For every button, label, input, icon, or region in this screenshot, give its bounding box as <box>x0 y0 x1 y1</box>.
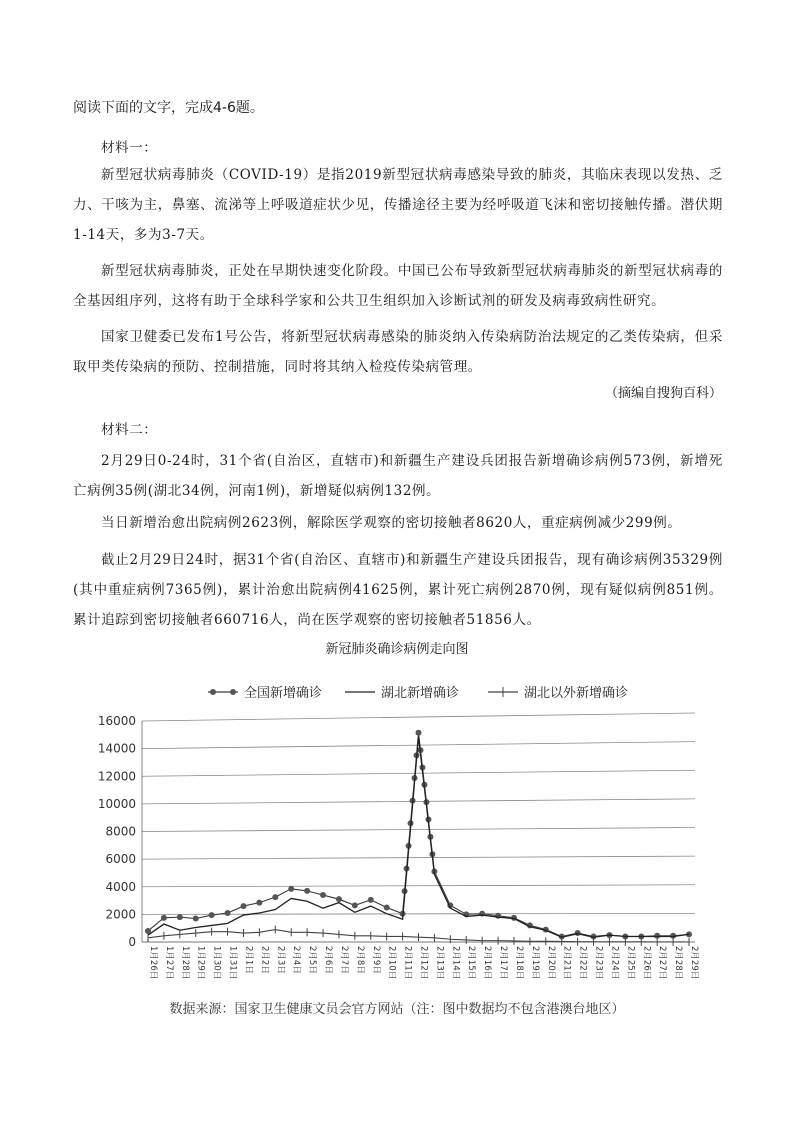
x-tick-label: 2月22日 <box>577 946 588 980</box>
x-tick-label: 1月26日 <box>148 946 158 980</box>
series-line-2 <box>148 737 689 937</box>
x-tick-label: 2月6日 <box>323 946 334 974</box>
legend-label: 湖北新增确诊 <box>381 686 460 701</box>
data-point <box>654 933 660 939</box>
data-point <box>256 900 262 906</box>
gridline <box>142 799 695 804</box>
x-tick-label: 2月29日 <box>689 946 699 980</box>
x-tick-label: 1月29日 <box>195 946 206 980</box>
gridline <box>142 828 695 832</box>
material2-para3: 截止2月29日24时，据31个省(自治区、直辖市)和新疆生产建设兵团报告，现有确诊病例35329例(其中重症病例7365例)，累计治愈出院病例41625例，累计死亡病例2870例，现有疑似病例851例。累计追踪到密切接触者660716人，尚在医学观察的密切接触者51856人。 <box>73 552 723 628</box>
material2-para1: 2月29日0-24时，31个省(自治区，直辖市)和新疆生产建设兵团报告新增确诊病例573例，新增死亡病例35例(湖北34例，河南1例)，新增疑似病例132例。 <box>73 453 723 499</box>
x-tick-label: 2月1日 <box>243 946 254 974</box>
gridline <box>142 713 695 721</box>
data-point <box>304 888 310 894</box>
legend-marker <box>210 689 216 695</box>
x-tick-label: 2月18日 <box>513 946 524 980</box>
material1-para2: 新型冠状病毒肺炎，正处在早期快速变化阶段。中国已公布导致新型冠状病毒肺炎的新型冠状病毒的全基因组序列，这将有助于全球科学家和公共卫生组织加入诊断试剂的研发及病毒致病性研究。 <box>73 263 723 309</box>
x-tick-label: 2月4日 <box>291 946 302 974</box>
x-tick-label: 2月26日 <box>641 946 652 980</box>
x-tick-label: 2月25日 <box>625 946 636 980</box>
x-tick-label: 2月14日 <box>450 946 461 980</box>
y-tick-label: 8000 <box>105 824 136 839</box>
data-point <box>384 904 390 910</box>
y-tick-label: 2000 <box>105 907 136 922</box>
y-tick-label: 4000 <box>105 879 136 894</box>
data-point <box>177 914 183 920</box>
x-tick-label: 2月19日 <box>529 946 540 980</box>
x-tick-label: 2月27日 <box>657 946 668 980</box>
data-point <box>209 912 215 918</box>
material2-label: 材料二： <box>101 422 158 438</box>
x-tick-label: 2月28日 <box>673 946 684 980</box>
data-point <box>336 896 342 902</box>
y-tick-label: 16000 <box>97 714 136 728</box>
question-heading: 阅读下面的文字，完成4-6题。 <box>73 100 264 116</box>
data-point <box>320 892 326 898</box>
x-tick-label: 1月31日 <box>227 946 238 980</box>
data-point <box>352 902 358 908</box>
series-line-1 <box>148 733 689 937</box>
y-tick-label: 14000 <box>97 741 136 756</box>
x-tick-label: 2月13日 <box>434 946 445 980</box>
gridline <box>142 856 695 859</box>
x-tick-label: 2月2日 <box>259 946 270 974</box>
x-tick-label: 1月27日 <box>163 946 174 980</box>
x-tick-label: 2月3日 <box>275 946 286 974</box>
data-point <box>416 730 422 736</box>
data-point <box>161 915 167 921</box>
x-tick-label: 2月15日 <box>466 946 477 980</box>
material1-label: 材料一： <box>101 140 158 156</box>
y-tick-label: 10000 <box>97 796 136 811</box>
x-tick-label: 2月24日 <box>609 946 620 980</box>
data-point <box>225 910 231 916</box>
gridline <box>142 770 695 776</box>
legend-label: 湖北以外新增确诊 <box>524 686 629 701</box>
legend-marker <box>230 689 236 695</box>
material2-para2: 当日新增治愈出院病例2623例，解除医学观察的密切接触者8620人，重症病例减少299例。 <box>101 515 682 531</box>
y-tick-label: 0 <box>128 935 136 949</box>
chart-title: 新冠肺炎确诊病例走向图 <box>325 642 469 657</box>
data-point <box>368 897 374 903</box>
x-tick-label: 2月8日 <box>354 946 365 974</box>
x-tick-label: 2月21日 <box>561 946 572 980</box>
y-tick-label: 12000 <box>97 769 136 784</box>
legend-label: 全国新增确诊 <box>244 686 323 701</box>
data-point <box>288 886 294 892</box>
data-point <box>272 894 278 900</box>
x-tick-label: 2月5日 <box>307 946 318 974</box>
x-tick-label: 2月12日 <box>418 946 429 980</box>
material1-para3: 国家卫健委已发布1号公告，将新型冠状病毒感染的肺炎纳入传染病防治法规定的乙类传染病，但采取甲类传染病的预防、控制措施，同时将其纳入检疫传染病管理。 <box>73 329 723 375</box>
x-tick-label: 2月16日 <box>482 946 493 980</box>
data-point <box>240 903 246 909</box>
x-tick-label: 2月17日 <box>498 946 509 980</box>
trend-chart <box>90 676 710 996</box>
x-tick-label: 1月28日 <box>179 946 190 980</box>
x-tick-label: 2月23日 <box>593 946 604 980</box>
data-point <box>575 930 581 936</box>
y-tick-label: 6000 <box>105 852 136 867</box>
x-tick-label: 1月30日 <box>211 946 222 980</box>
x-tick-label: 2月11日 <box>402 946 413 980</box>
material1-source: （摘编自搜狗百科） <box>604 386 722 401</box>
gridline <box>142 885 695 887</box>
material1-para1: 新型冠状病毒肺炎（COVID-19）是指2019新型冠状病毒感染导致的肺炎，其临床表现以发热、乏力、干咳为主，鼻塞、流涕等上呼吸道症状少见，传播途径主要为经呼吸道飞沫和密切接触传播。潜伏期1-14天，多为3-7天。 <box>73 167 723 243</box>
chart-footnote: 数据来源：国家卫生健康文员会官方网站（注：图中数据均不包含港澳台地区） <box>169 1002 625 1017</box>
x-tick-label: 2月7日 <box>338 946 349 974</box>
x-tick-label: 2月20日 <box>545 946 556 980</box>
x-tick-label: 2月10日 <box>386 946 397 980</box>
data-point <box>193 916 199 922</box>
x-tick-label: 2月9日 <box>370 946 381 974</box>
